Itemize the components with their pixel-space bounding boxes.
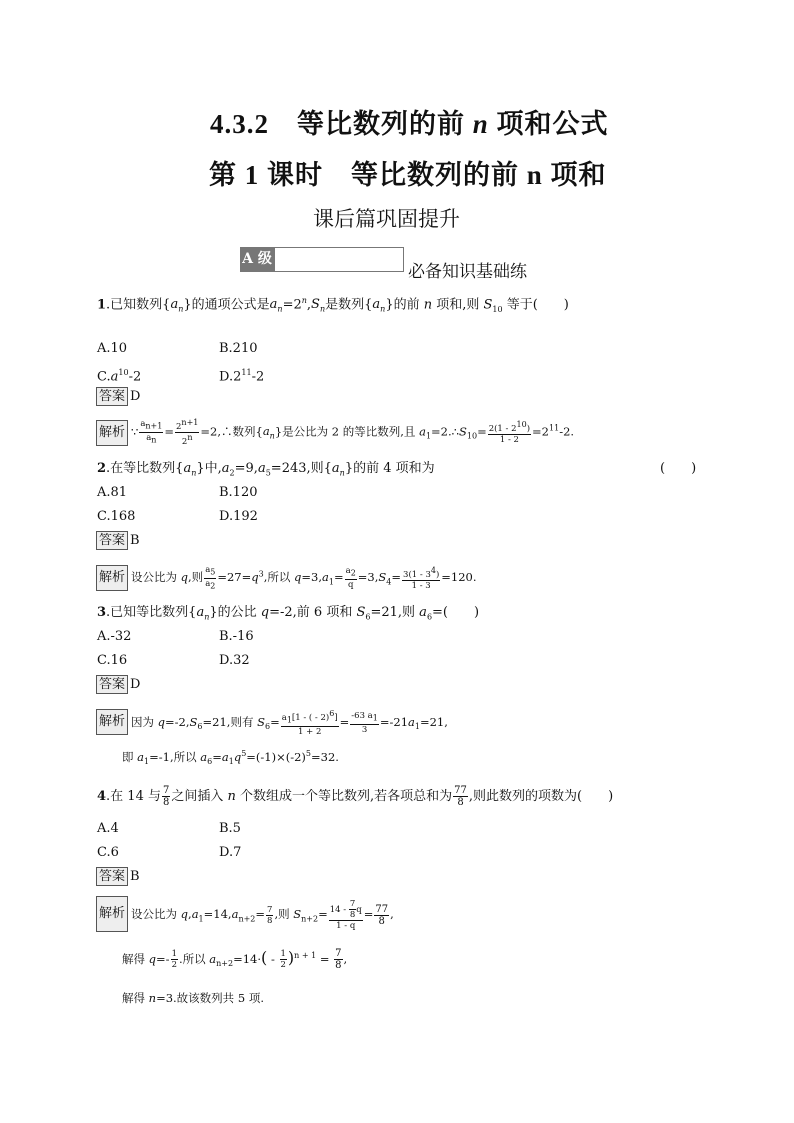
level-badge: A 级	[240, 247, 274, 272]
q2-answer-label: 答案	[96, 531, 128, 550]
q2-analysis-label: 解析	[96, 565, 128, 591]
q4-option-c: C.6	[97, 845, 119, 860]
q3-solution-line2: 即 $a_1=-1$,所以 $a_6=a_1q^5=(-1)\times(-2)^5=32$.	[122, 749, 339, 767]
q3-option-d: D.32	[219, 653, 250, 668]
lesson-title: 第 1 课时 等比数列的前 n 项和	[209, 160, 607, 190]
q3-answer-value: D	[130, 677, 141, 692]
level-blank-box	[274, 247, 404, 272]
q4-answer-label: 答案	[96, 867, 128, 886]
q1-analysis-label: 解析	[96, 420, 128, 446]
q2-option-b: B.120	[219, 485, 258, 500]
q3-option-b: B.-16	[219, 629, 254, 644]
q1-answer-value: D	[130, 389, 141, 404]
q2-solution: 设公比为 q,则 $\frac{a_5}{a_2}$ $=27=q^3$,所以 $q=3,a_1=$ $\frac{a_2}{q}$ $=3,S_4=$ $\frac{3(1 - 3^4)}{1 - 3}$ =120.	[131, 565, 477, 591]
q2-option-c: C.168	[97, 509, 136, 524]
q1-option-a: A.10	[97, 341, 128, 356]
q3-answer-label: 答案	[96, 675, 128, 694]
q4-answer-value: B	[130, 869, 140, 884]
q4-option-a: A.4	[97, 821, 119, 836]
q3-option-a: A.-32	[97, 629, 132, 644]
q2-option-d: D.192	[219, 509, 258, 524]
q4-solution-line2: 解得 q=- $\frac{1}{2}$ .所以 $a_{n+2}=14\cdot$( - $\frac{1}{2}$ )$^{n + 1}$ = $\frac{7}{8}$ ,	[122, 947, 348, 972]
q3-analysis-label: 解析	[96, 709, 128, 735]
q4-option-b: B.5	[219, 821, 241, 836]
q1-answer-label: 答案	[96, 387, 128, 406]
q1-solution: ∵ $\frac{a_{n+1}}{a_n}$ = $\frac{2^{n+1}}{2^n}$ =2,∴数列$\{a_n\}$是公比为 2 的等比数列,且 $a_1=2.\therefore S_{10}=$ $\frac{2(1 - 2^{10})}{1 - 2}$ $=2^{11}-2$.	[131, 418, 575, 447]
q4-option-d: D.7	[219, 845, 242, 860]
q3-option-c: C.16	[97, 653, 128, 668]
level-title: 必备知识基础练	[408, 262, 527, 282]
q3-solution-line1: 因为 $q=-2,S_6=21$,则有 $S_6=$ $\frac{a_1[1 - ( - 2)^6]}{1 + 2}$ = $\frac{-63 a_1}{3}$ $=-21a_1=21$,	[131, 709, 448, 737]
section-title: 4.3.2 等比数列的前 n 项和公式	[210, 109, 609, 139]
question-3-stem: 3.已知等比数列$\{a_n\}$的公比 q=-2,前 6 项和 $S_6=21$,则 $a_6=$( )	[97, 605, 480, 622]
page-subtitle: 课后篇巩固提升	[313, 207, 460, 231]
q4-solution-line1: 设公比为 $q,a_1=14,a_{n+2}=$ $\frac{7}{8}$ ,则 $S_{n+2}=$ 14 - $\frac{7}{8}$ q 1 - q = $\frac{77}{8}$ ,	[131, 899, 394, 931]
q1-option-b: B.210	[219, 341, 258, 356]
q4-analysis-label: 解析	[96, 896, 128, 932]
question-1-stem: 1.已知数列$\{a_n\}$的通项公式是$a_n=2^n,S_n$是数列$\{a_n\}$的前 n 项和,则 $S_{10}$ 等于( )	[97, 296, 569, 314]
q2-option-a: A.81	[97, 485, 128, 500]
question-4-stem: 4.在 14 与 $\frac{7}{8}$ 之间插入 n 个数组成一个等比数列,若各项总和为 $\frac{77}{8}$ ,则此数列的项数为( )	[97, 785, 614, 808]
q1-option-d: $D.2^{11}-2$	[219, 368, 265, 385]
q2-paren: ( )	[660, 461, 697, 476]
q2-answer-value: B	[130, 533, 140, 548]
question-2-stem: 2.在等比数列$\{a_n\}$中$,a_2=9,a_5=243$,则$\{a_n\}$的前 4 项和为	[97, 461, 435, 478]
q4-solution-line3: 解得 n=3.故该数列共 5 项.	[122, 991, 264, 1005]
q1-option-c: $C.a^{10}-2$	[97, 368, 142, 385]
